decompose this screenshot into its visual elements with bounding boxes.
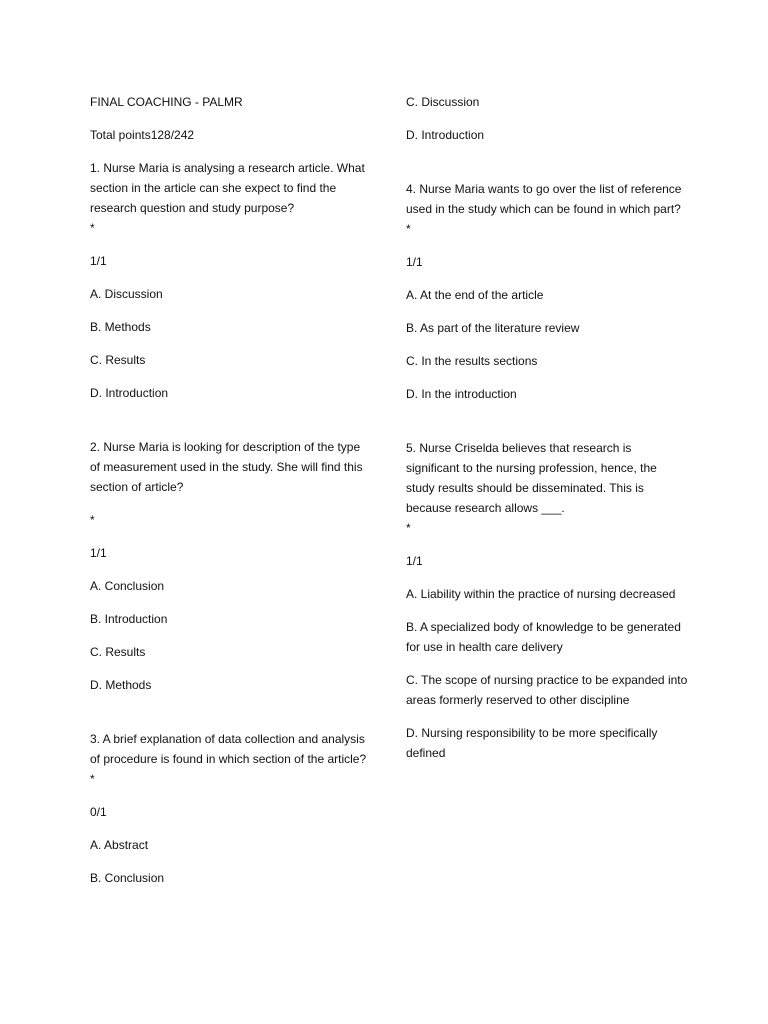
option-b: B. Methods [90, 320, 151, 334]
question-4 [406, 179, 688, 404]
question-1 [90, 158, 370, 403]
question-3 [90, 729, 370, 888]
option-c: C. Results [90, 353, 146, 367]
question-score: 0/1 [90, 805, 107, 819]
option-d: D. Introduction [406, 128, 485, 142]
required-mark: * [90, 513, 95, 527]
right-column [406, 92, 688, 763]
option-a: A. Discussion [90, 287, 163, 301]
question-2 [90, 437, 370, 695]
total-points: Total points128/242 [90, 128, 195, 142]
option-a: A. Liability within the practice of nursing decreased [406, 587, 676, 601]
option-a: A. Conclusion [90, 579, 165, 593]
option-c: C. The scope of nursing practice to be expanded into areas formerly reserved to other discipline [406, 673, 688, 707]
option-a: A. At the end of the article [406, 288, 544, 302]
option-d: D. Nursing responsibility to be more specifically defined [406, 726, 658, 760]
question-text: 2. Nurse Maria is looking for description of the type of measurement used in the study. She will find this section of article? [90, 440, 363, 494]
question-score: 1/1 [90, 254, 107, 268]
required-mark: * [406, 521, 411, 535]
question-text: 4. Nurse Maria wants to go over the list of reference used in the study which can be found in which part? [406, 182, 682, 216]
option-c: C. In the results sections [406, 354, 538, 368]
option-d: D. In the introduction [406, 387, 517, 401]
option-b: B. Conclusion [90, 871, 165, 885]
left-column [90, 92, 370, 888]
required-mark: * [90, 772, 95, 786]
question-text: 3. A brief explanation of data collection and analysis of procedure is found in which section of the article? [90, 732, 367, 766]
option-b: B. Introduction [90, 612, 168, 626]
option-b: B. As part of the literature review [406, 321, 580, 335]
question-3-continued [406, 92, 688, 145]
question-score: 1/1 [406, 554, 423, 568]
document-title: FINAL COACHING - PALMR [90, 95, 243, 109]
option-d: D. Introduction [90, 386, 169, 400]
question-5 [406, 438, 688, 763]
required-mark: * [406, 222, 411, 236]
question-score: 1/1 [90, 546, 107, 560]
required-mark: * [90, 221, 95, 235]
option-a: A. Abstract [90, 838, 149, 852]
option-d: D. Methods [90, 678, 152, 692]
question-score: 1/1 [406, 255, 423, 269]
option-c: C. Results [90, 645, 146, 659]
question-text: 5. Nurse Criselda believes that research is significant to the nursing profession, hence, the study results should be disseminated. This is because research allows ___. [406, 441, 657, 515]
option-b: B. A specialized body of knowledge to be generated for use in health care delivery [406, 620, 681, 654]
question-text: 1. Nurse Maria is analysing a research article. What section in the article can she expect to find the research question and study purpose? [90, 161, 365, 215]
option-c: C. Discussion [406, 95, 480, 109]
